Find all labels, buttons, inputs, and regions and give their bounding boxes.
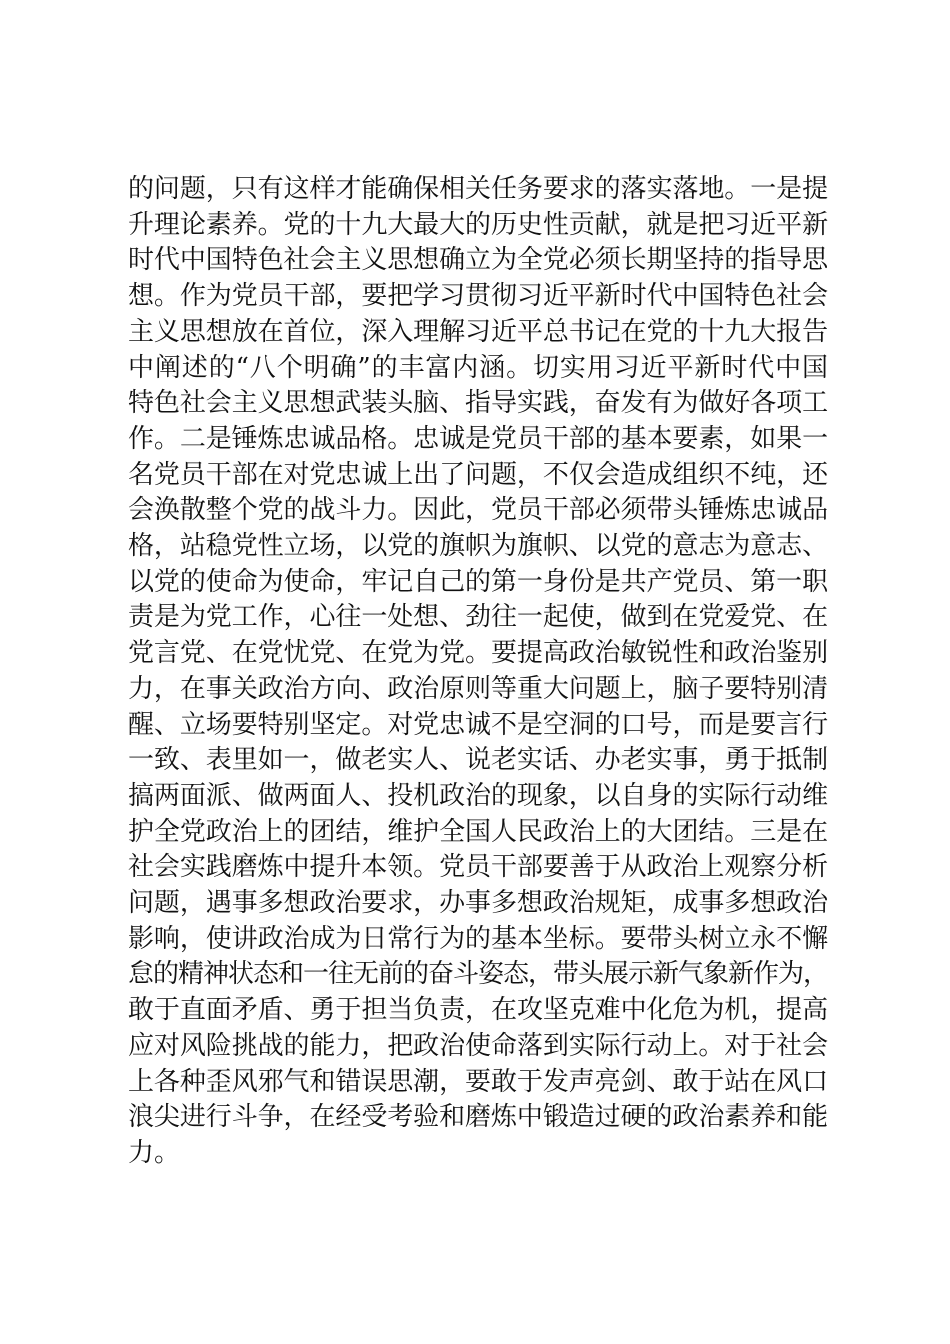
body-paragraph xyxy=(128,172,828,1172)
text-line: 格，站稳党性立场，以党的旗帜为旗帜、以党的意志为意志、 xyxy=(128,531,829,562)
text-line: 会涣散整个党的战斗力。因此，党员干部必须带头锤炼忠诚品 xyxy=(128,495,829,526)
text-line: 上各种歪风邪气和错误思潮，要敢于发声亮剑、敢于站在风口 xyxy=(128,1066,829,1097)
text-line: 醒、立场要特别坚定。对党忠诚不是空洞的口号，而是要言行 xyxy=(128,709,829,740)
text-line: 应对风险挑战的能力，把政治使命落到实际行动上。对于社会 xyxy=(128,1030,829,1061)
text-line: 特色社会主义思想武装头脑、指导实践，奋发有为做好各项工 xyxy=(128,388,829,419)
text-line: 责是为党工作，心往一处想、劲往一起使，做到在党爱党、在 xyxy=(128,602,829,633)
text-line: 以党的使命为使命，牢记自己的第一身份是共产党员、第一职 xyxy=(128,566,829,597)
text-line: 社会实践磨炼中提升本领。党员干部要善于从政治上观察分析 xyxy=(128,852,829,883)
text-line: 敢于直面矛盾、勇于担当负责，在攻坚克难中化危为机，提高 xyxy=(128,995,829,1026)
text-line: 作。二是锤炼忠诚品格。忠诚是党员干部的基本要素，如果一 xyxy=(128,423,829,454)
text-line: 时代中国特色社会主义思想确立为全党必须长期坚持的指导思 xyxy=(128,245,829,276)
text-line: 想。作为党员干部，要把学习贯彻习近平新时代中国特色社会 xyxy=(128,281,829,312)
text-line: 力，在事关政治方向、政治原则等重大问题上，脑子要特别清 xyxy=(128,673,829,704)
text-line: 的问题，只有这样才能确保相关任务要求的落实落地。一是提 xyxy=(128,174,829,204)
text-line: 搞两面派、做两面人、投机政治的现象，以自身的实际行动维 xyxy=(128,780,829,811)
text-line: 问题，遇事多想政治要求，办事多想政治规矩，成事多想政治 xyxy=(128,888,829,919)
text-line: 名党员干部在对党忠诚上出了问题，不仅会造成组织不纯，还 xyxy=(128,459,829,490)
text-line: 浪尖进行斗争，在经受考验和磨炼中锻造过硬的政治素养和能 xyxy=(128,1102,829,1133)
text-line: 怠的精神状态和一往无前的奋斗姿态，带头展示新气象新作为， xyxy=(128,959,829,990)
text-line: 党言党、在党忧党、在党为党。要提高政治敏锐性和政治鉴别 xyxy=(128,638,829,669)
text-line: 中阐述的“八个明确”的丰富内涵。切实用习近平新时代中国 xyxy=(128,352,828,383)
text-line: 升理论素养。党的十九大最大的历史性贡献，就是把习近平新 xyxy=(128,209,829,240)
text-line: 护全党政治上的团结，维护全国人民政治上的大团结。三是在 xyxy=(128,816,829,847)
text-line: 一致、表里如一，做老实人、说老实话、办老实事，勇于抵制 xyxy=(128,745,829,776)
text-line: 影响，使讲政治成为日常行为的基本坐标。要带头树立永不懈 xyxy=(128,923,829,954)
text-line: 力。 xyxy=(128,1137,181,1168)
text-line: 主义思想放在首位，深入理解习近平总书记在党的十九大报告 xyxy=(128,316,829,347)
